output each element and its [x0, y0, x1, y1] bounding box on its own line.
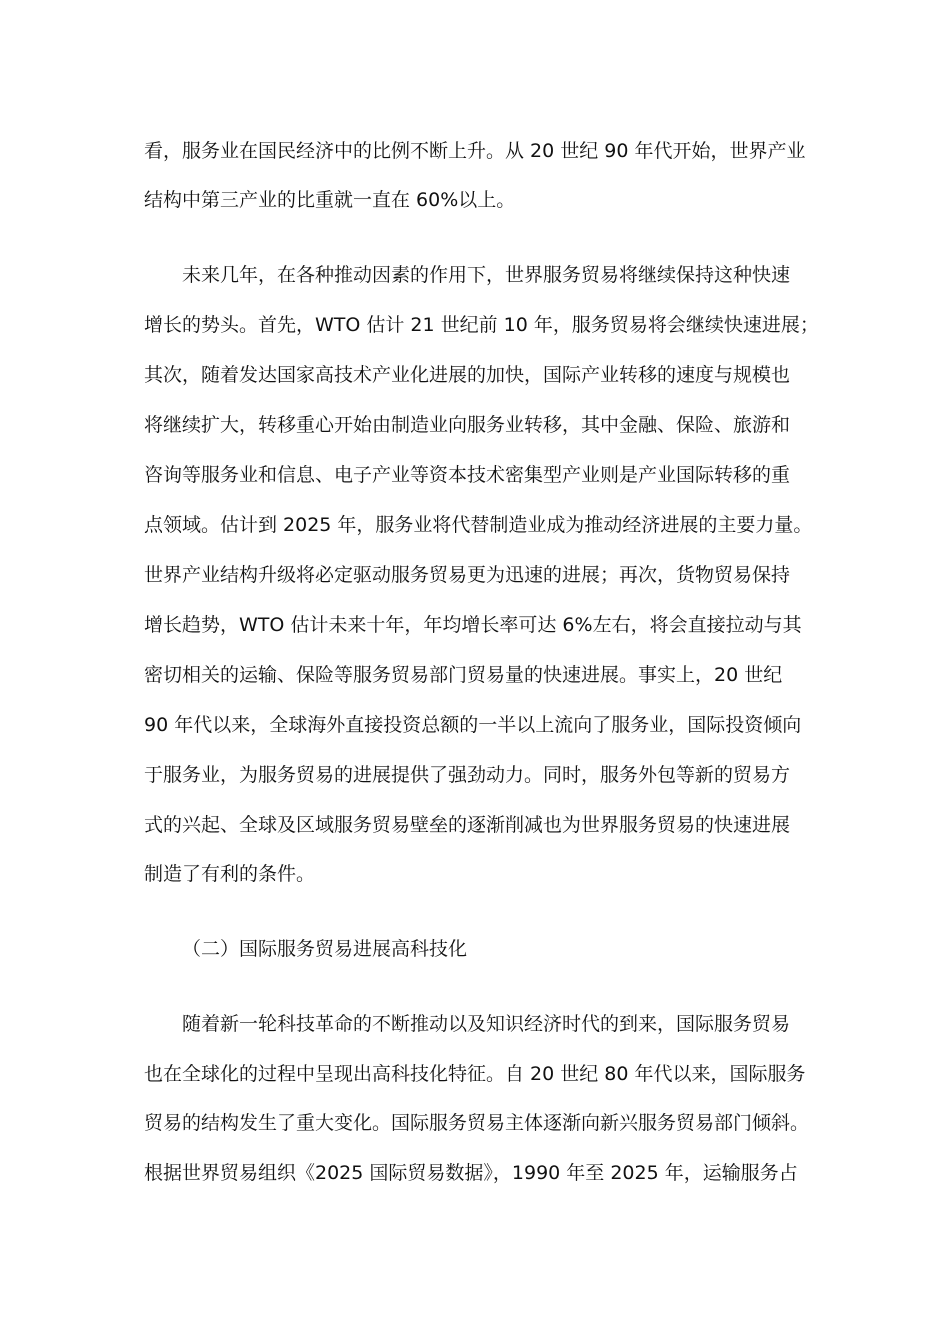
paragraph-2-line-7: 世界产业结构升级将必定驱动服务贸易更为迅速的进展；再次，货物贸易保持: [144, 564, 791, 586]
paragraph-1-line-2: 结构中第三产业的比重就一直在 60%以上。: [144, 189, 516, 211]
paragraph-3-line-2: 也在全球化的过程中呈现出高科技化特征。自 20 世纪 80 年代以来，国际服务: [144, 1063, 806, 1085]
paragraph-2-line-6: 点领域。估计到 2025 年，服务业将代替制造业成为推动经济进展的主要力量。: [144, 514, 813, 536]
paragraph-1-line-1: 看，服务业在国民经济中的比例不断上升。从 20 世纪 90 年代开始，世界产业: [144, 140, 806, 162]
paragraph-2-line-4: 将继续扩大，转移重心开始由制造业向服务业转移，其中金融、保险、旅游和: [144, 414, 791, 436]
paragraph-2-line-8: 增长趋势，WTO 估计未来十年，年均增长率可达 6%左右，将会直接拉动与其: [144, 614, 802, 636]
paragraph-2-line-5: 咨询等服务业和信息、电子产业等资本技术密集型产业则是产业国际转移的重: [144, 464, 791, 486]
paragraph-2-line-11: 于服务业，为服务贸易的进展提供了强劲动力。同时，服务外包等新的贸易方: [144, 764, 791, 786]
paragraph-2-line-1: 未来几年，在各种推动因素的作用下，世界服务贸易将继续保持这种快速: [182, 264, 791, 286]
paragraph-2-line-3: 其次，随着发达国家高技术产业化进展的加快，国际产业转移的速度与规模也: [144, 364, 791, 386]
paragraph-2-line-2: 增长的势头。首先，WTO 估计 21 世纪前 10 年，服务贸易将会继续快速进展；: [144, 314, 819, 336]
paragraph-3-line-4: 根据世界贸易组织《2025 国际贸易数据》，1990 年至 2025 年，运输服务占: [144, 1162, 798, 1184]
paragraph-2-line-13: 制造了有利的条件。: [144, 863, 316, 885]
section-heading: （二）国际服务贸易进展高科技化: [182, 938, 468, 960]
paragraph-3-line-3: 贸易的结构发生了重大变化。国际服务贸易主体逐渐向新兴服务贸易部门倾斜。: [144, 1112, 810, 1134]
paragraph-2-line-12: 式的兴起、全球及区域服务贸易壁垒的逐渐削减也为世界服务贸易的快速进展: [144, 814, 791, 836]
paragraph-2-line-10: 90 年代以来，全球海外直接投资总额的一半以上流向了服务业，国际投资倾向: [144, 714, 802, 736]
paragraph-2-line-9: 密切相关的运输、保险等服务贸易部门贸易量的快速进展。事实上，20 世纪: [144, 664, 783, 686]
paragraph-3-line-1: 随着新一轮科技革命的不断推动以及知识经济时代的到来，国际服务贸易: [182, 1013, 791, 1035]
